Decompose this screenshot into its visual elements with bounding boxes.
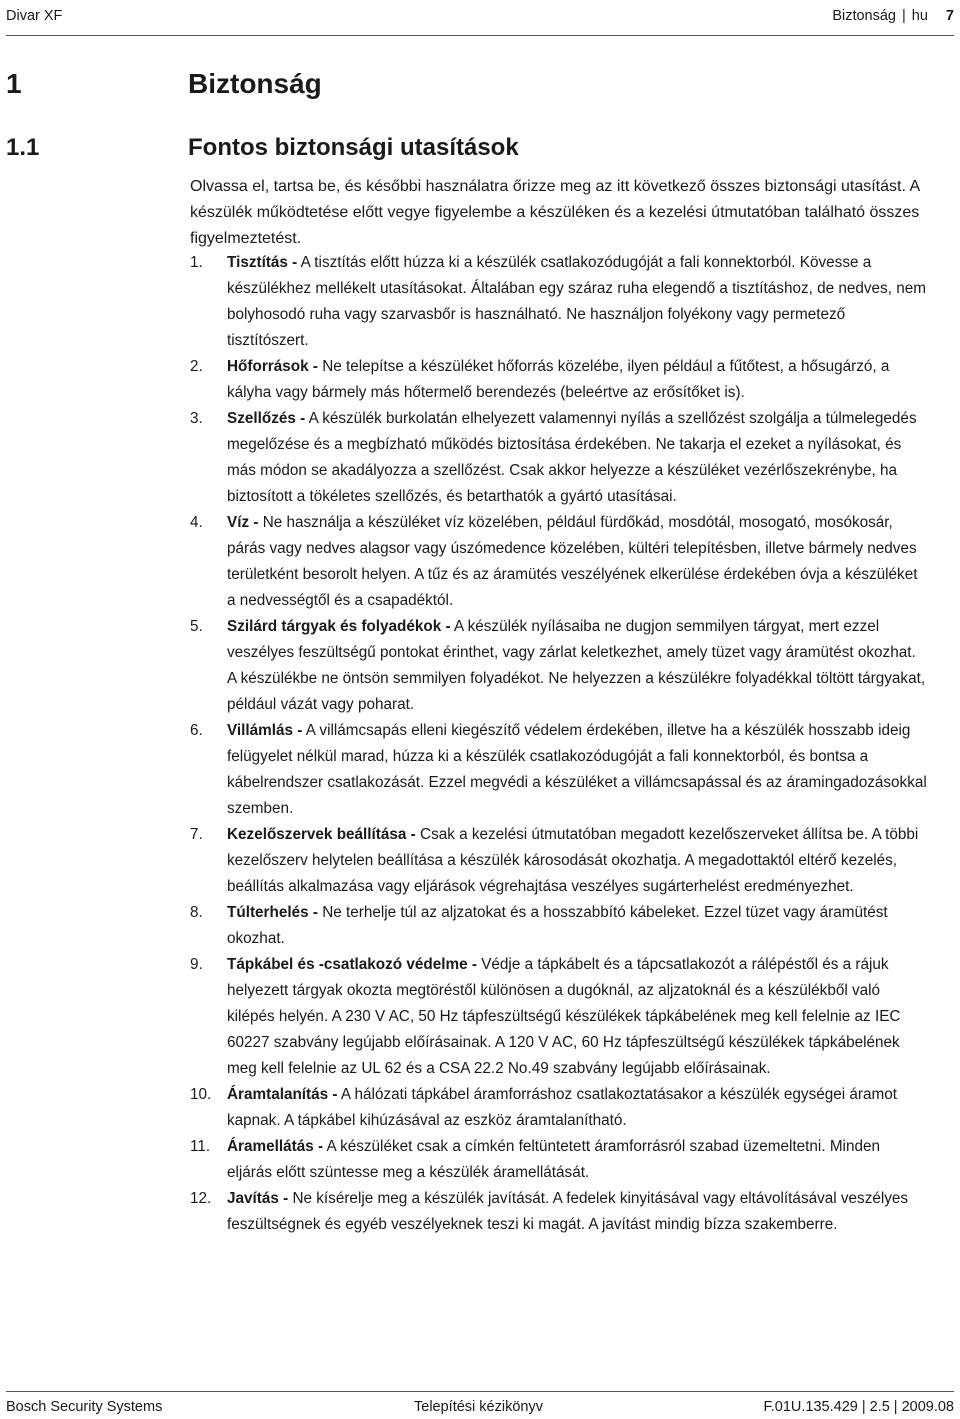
item-title: Javítás -	[227, 1190, 289, 1207]
item-text: Ne kísérelje meg a készülék javítását. A fedelek kinyitásával vagy eltávolításával veszélyes feszültségnek és egyéb veszélyeknek teszi ki magát. A javítást mindig bízza szakemberre.	[227, 1190, 909, 1233]
item-number: 7.	[190, 826, 203, 843]
item-text: Ne telepítse a készüléket hőforrás közelébe, ilyen például a fűtőtest, a hősugárzó, a kályha vagy bármely más hőtermelő berendezés (beleértve az erősítőket is).	[227, 358, 890, 401]
item-text: A készülék nyílásaiba ne dugjon semmilyen tárgyat, mert ezzel veszélyes feszültségű pontokat érinthet, vagy zárlat keletkezhet, amely tüzet vagy áramütést okozhat. A készülékbe ne öntsön semmilyen folyadékot. Ne helyezzen a készülékre folyadékkal töltött tárgyakat, például vázát vagy poharat.	[227, 618, 926, 713]
footer-company: Bosch Security Systems	[6, 1399, 163, 1415]
item-number: 11.	[190, 1138, 211, 1155]
list-item	[190, 250, 928, 354]
section-number: 1.1	[6, 134, 40, 161]
list-item	[190, 900, 928, 952]
item-number: 8.	[190, 904, 203, 921]
item-number: 6.	[190, 722, 203, 739]
item-text: A készülék burkolatán elhelyezett valamennyi nyílás a szellőzést szolgálja a túlmelegedés megelőzése és a megbízható működés biztosítása érdekében. Ne takarja el ezeket a nyílásokat, és más módon se akadályozza a szellőzést. Csak akkor helyezze a készüléket vezérlőszekrénybe, ha biztosított a tökéletes szellőzés, és betarthatók a gyártó utasításai.	[227, 410, 917, 505]
item-title: Szilárd tárgyak és folyadékok -	[227, 618, 451, 635]
item-number: 4.	[190, 514, 203, 531]
list-item	[190, 354, 928, 406]
header-product: Divar XF	[6, 8, 63, 24]
list-item	[190, 406, 928, 510]
header-lang: hu	[911, 8, 928, 24]
item-title: Tisztítás -	[227, 254, 298, 271]
list-item	[190, 1186, 928, 1238]
footer-doc-number: F.01U.135.429	[763, 1399, 858, 1415]
footer-docinfo	[764, 1399, 954, 1415]
item-number: 9.	[190, 956, 203, 973]
item-number: 12.	[190, 1190, 212, 1207]
item-title: Áramtalanítás -	[227, 1086, 338, 1103]
item-text: Ne terhelje túl az aljzatokat és a hosszabbító kábeleket. Ezzel tüzet vagy áramütést okozhat.	[227, 904, 888, 947]
page-number: 7	[945, 8, 954, 24]
intro-paragraph: Olvassa el, tartsa be, és későbbi használatra őrizze meg az itt következő összes biztonsági utasítást. A készülék működtetése előtt vegye figyelembe a készüléken és a kezelési útmutatóban található összes figyelmeztetést.	[190, 178, 920, 247]
item-number: 3.	[190, 410, 203, 427]
item-title: Áramellátás -	[227, 1138, 324, 1155]
chapter-number: 1	[6, 68, 22, 99]
page-footer	[6, 1391, 954, 1419]
header-separator: |	[902, 8, 906, 24]
list-item	[190, 718, 928, 822]
item-text: A villámcsapás elleni kiegészítő védelem érdekében, illetve ha a készülék hosszabb ideig felügyelet nélkül marad, húzza ki a készülék csatlakozódugóját a fali konnektorból, és bontsa a kábelrendszer csatlakozását. Ezzel megvédi a készüléket a villámcsapással és az áramingadozásokkal szemben.	[227, 722, 927, 817]
footer-separator: |	[861, 1399, 866, 1415]
item-text: Csak a kezelési útmutatóban megadott kezelőszerveket állítsa be. A többi kezelőszerv helytelen beállítása a készülék károsodását okozhatja. A megadottaktól eltérő kezelés, beállítás alkalmazása vagy eljárások végrehajtása veszélyes sugárterhelést eredményezhet.	[227, 826, 919, 895]
footer-separator: |	[893, 1399, 898, 1415]
item-text: Ne használja a készüléket víz közelében, például fürdőkád, mosdótál, mosogató, mosókosár, párás vagy nedves alagsor vagy úszómedence közelében, kültéri telepítésben, illetve bármely nedves területként besorolt helyen. A tűz és az áramütés veszélyének elkerülése érdekében óvja a készüléket a nedvességtől és a csapadéktól.	[227, 514, 918, 609]
item-text: A hálózati tápkábel áramforráshoz csatlakoztatásakor a készülék egységei áramot kapnak. A tápkábel kihúzásával az eszköz áramtalanítható.	[227, 1086, 898, 1129]
item-text: Védje a tápkábelt és a tápcsatlakozót a rálépéstől és a rájuk helyezett tárgyak okozta megtöréstől különösen a dugóknál, az aljzatoknál és a készülékből való kilépés helyén. A 230 V AC, 50 Hz tápfeszültségű készülékek tápkábelének meg kell felelnie az IEC 60227 szabvány legújabb előírásainak. A 120 V AC, 60 Hz tápfeszültségű készülékek tápkábelének meg kell felelnie az UL 62 és a CSA 22.2 No.49 szabvány legújabb előírásainak.	[227, 956, 901, 1077]
footer-manual: Telepítési kézikönyv	[414, 1399, 543, 1415]
item-number: 2.	[190, 358, 203, 375]
item-number: 10.	[190, 1086, 212, 1103]
item-title: Szellőzés -	[227, 410, 306, 427]
item-title: Kezelőszervek beállítása -	[227, 826, 416, 843]
list-item	[190, 1082, 928, 1134]
page-header	[6, 0, 954, 36]
item-text: A készüléket csak a címkén feltüntetett áramforrásról szabad üzemeltetni. Minden eljárás előtt szüntesse meg a készülék áramellátását.	[227, 1138, 880, 1181]
header-right	[832, 8, 954, 24]
item-title: Tápkábel és -csatlakozó védelme -	[227, 956, 477, 973]
footer-date: 2009.08	[901, 1399, 954, 1415]
list-item	[190, 614, 928, 718]
item-title: Víz -	[227, 514, 259, 531]
safety-instructions-list	[190, 250, 928, 1238]
item-title: Villámlás -	[227, 722, 303, 739]
list-item	[190, 952, 928, 1082]
footer-version: 2.5	[869, 1399, 890, 1415]
item-number: 1.	[190, 254, 203, 271]
list-item	[190, 510, 928, 614]
section-title: Fontos biztonsági utasítások	[188, 134, 519, 161]
header-section: Biztonság	[832, 8, 896, 24]
list-item	[190, 1134, 928, 1186]
item-text: A tisztítás előtt húzza ki a készülék csatlakozódugóját a fali konnektorból. Kövesse a készülékhez mellékelt utasításokat. Általában egy száraz ruha elegendő a tisztításhoz, de nedves, nem bolyhosodó ruha vagy szarvasbőr is használható. Ne használjon folyékony vagy permetező tisztítószert.	[227, 254, 926, 349]
item-title: Túlterhelés -	[227, 904, 318, 921]
item-title: Hőforrások -	[227, 358, 318, 375]
chapter-title: Biztonság	[188, 68, 322, 99]
list-item	[190, 822, 928, 900]
item-number: 5.	[190, 618, 203, 635]
